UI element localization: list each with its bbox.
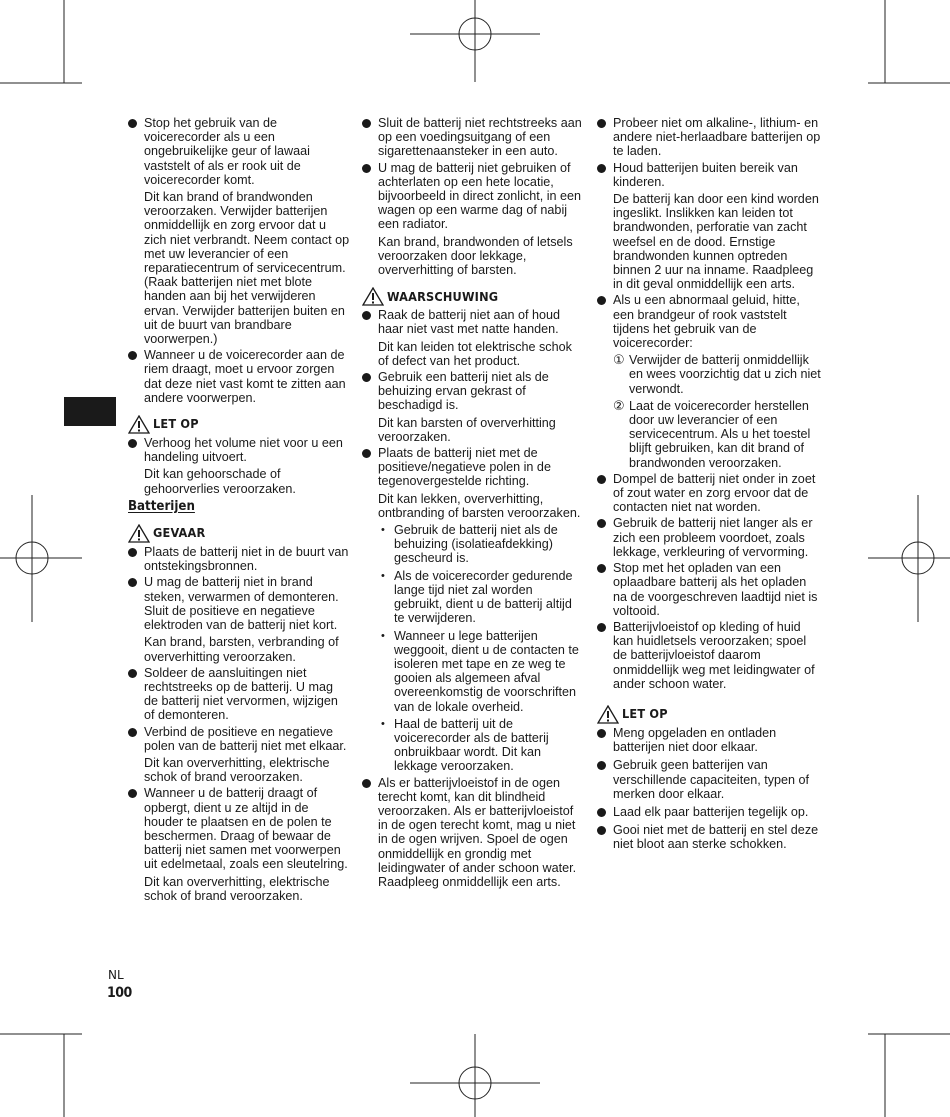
list-item-detail: Dit kan brand of brandwonden veroorzaken. Verwijder batterijen onmiddellijk en zorg ervoor dat u zich niet verbrandt. Neem contact op met uw leverancier of een reparatiecentrum of servicecentrum. (Raak batterijen niet met blote handen aan bij het verwijderen ervan. Verwijder batterijen buiten en uit de buurt van brandbare voorwerpen.): [144, 190, 350, 347]
list-item-detail: Dit kan oververhitting, elektrische schok of brand veroorzaken.: [144, 874, 330, 903]
list-item-detail: Kan brand, brandwonden of letsels veroorzaken door lekkage, oververhitting of barsten.: [378, 234, 573, 278]
list-item-detail: Kan brand, barsten, verbranding of oververhitting veroorzaken.: [144, 635, 339, 664]
caution-heading: [128, 415, 350, 434]
caution-label: LET OP: [153, 416, 199, 432]
list-item: Plaats de batterij niet in de buurt van ontstekingsbronnen.: [128, 545, 350, 573]
sub-list-item: • Als de voicerecorder gedurende lange tijd niet zal worden gebruikt, dient u de batterij altijd te verwijderen.: [362, 569, 584, 626]
list-item: Gebruik de batterij niet langer als er zich een probleem voordoet, zoals lekkage, verkleuring of vervorming.: [597, 516, 821, 559]
list-item-detail: Dit kan leiden tot elektrische schok of defect van het product.: [378, 339, 572, 368]
page-number: 100: [107, 985, 132, 1001]
caution-label: LET OP: [622, 706, 668, 722]
sub-list-item: • Gebruik de batterij niet als de behuizing (isolatieafdekking) gescheurd is.: [362, 523, 584, 566]
step-marker: ①: [613, 352, 625, 368]
list-item: Verbind de positieve en negatieve polen van de batterij niet met elkaar.: [128, 725, 350, 753]
list-item: Gebruik een batterij niet als de behuizing ervan gekrast of beschadigd is.: [362, 370, 584, 413]
list-item: Wanneer u de batterij draagt of opbergt, dient u ze altijd in de houder te plaatsen en de polen te beschermen. Draag of bewaar de batterij niet samen met voorwerpen uit edelmetaal, zoals een sleutelring.: [128, 786, 350, 871]
warning-triangle-icon: [128, 415, 150, 434]
section-title: Batterijen: [128, 498, 195, 514]
warning-heading: [362, 287, 584, 306]
list-item: Wanneer u de voicerecorder aan de riem draagt, moet u ervoor zorgen dat deze niet vast komt te zitten aan andere voorwerpen.: [128, 348, 350, 405]
list-item: Raak de batterij niet aan of houd haar niet vast met natte handen.: [362, 308, 584, 336]
list-item: Stop het gebruik van de voicerecorder als u een ongebruikelijke geur of lawaai vaststelt of als er rook uit de voicerecorder komt.: [128, 116, 350, 187]
list-item: Sluit de batterij niet rechtstreeks aan op een voedingsuitgang of een sigarettenaansteker in een auto.: [362, 116, 584, 159]
list-item: Als er batterijvloeistof in de ogen terecht komt, kan dit blindheid veroorzaken. Als er batterijvloeistof in de ogen terecht komt, mag u niet in de ogen wrijven. Spoel de ogen onmiddellijk en grondig met leidingwater of ander schoon water. Raadpleeg onmiddellijk een arts.: [362, 776, 584, 890]
list-item: Probeer niet om alkaline-, lithium- en andere niet-herlaadbare batterijen op te laden.: [597, 116, 821, 159]
column-2: [362, 114, 584, 889]
list-item: Meng opgeladen en ontladen batterijen niet door elkaar.: [597, 726, 821, 754]
danger-label: GEVAAR: [153, 525, 206, 541]
danger-heading: [128, 524, 350, 543]
list-item: Dompel de batterij niet onder in zoet of zout water en zorg ervoor dat de contacten niet nat worden.: [597, 472, 821, 515]
numbered-step: [597, 353, 821, 396]
list-item: U mag de batterij niet in brand steken, verwarmen of demonteren. Sluit de positieve en negatieve elektroden van de batterij niet kort.: [128, 575, 350, 632]
caution-heading: [597, 705, 821, 724]
list-item: U mag de batterij niet gebruiken of achterlaten op een hete locatie, bijvoorbeeld in direct zonlicht, in een wagen op een warme dag of nabij een radiator.: [362, 161, 584, 232]
warning-label: WAARSCHUWING: [387, 288, 499, 304]
step-text: Laat de voicerecorder herstellen door uw leverancier of een servicecentrum. Als u het toestel blijft gebruiken, kan dit brand of brandwonden veroorzaken.: [629, 398, 811, 470]
list-item: Verhoog het volume niet voor u een handeling uitvoert.: [128, 436, 350, 464]
language-code: NL: [108, 968, 124, 982]
list-item-detail: De batterij kan door een kind worden ingeslikt. Inslikken kan leiden tot brandwonden, perforatie van zacht weefsel en de dood. Ernstige brandwonden kunnen optreden binnen 2 uur na inname. Raadpleeg in dit geval onmiddellijk een arts.: [613, 192, 819, 292]
warning-triangle-icon: [128, 524, 150, 543]
list-item-detail: Dit kan barsten of oververhitting veroorzaken.: [378, 415, 556, 444]
column-1: [128, 114, 350, 903]
step-text: Verwijder de batterij onmiddellijk en wees voorzichtig dat u zich niet verwondt.: [629, 353, 821, 396]
list-item: Batterijvloeistof op kleding of huid kan huidletsels veroorzaken; spoel de batterijvloeistof daarom onmiddellijk weg met leidingwater of ander schoon water.: [597, 620, 821, 691]
list-item: Gebruik geen batterijen van verschillende capaciteiten, typen of merken door elkaar.: [597, 758, 821, 801]
list-item: Houd batterijen buiten bereik van kinderen.: [597, 161, 821, 189]
numbered-step: [597, 399, 821, 470]
list-item-detail: Dit kan oververhitting, elektrische schok of brand veroorzaken.: [144, 755, 330, 785]
list-item: Gooi niet met de batterij en stel deze niet bloot aan sterke schokken.: [597, 823, 821, 851]
list-item-detail: Dit kan gehoorschade of gehoorverlies veroorzaken.: [144, 467, 296, 496]
sub-list-item: • Haal de batterij uit de voicerecorder als de batterij onbruikbaar wordt. Dit kan lekkage veroorzaken.: [362, 717, 584, 774]
list-item: Soldeer de aansluitingen niet rechtstreeks op de batterij. U mag de batterij niet vervormen, wijzigen of demonteren.: [128, 666, 350, 723]
list-item-detail: Dit kan lekken, oververhitting, ontbranding of barsten veroorzaken.: [378, 491, 581, 520]
step-marker: ②: [613, 397, 625, 413]
column-3: [597, 114, 821, 852]
list-item: Stop met het opladen van een oplaadbare batterij als het opladen na de voorgeschreven laadtijd niet is voltooid.: [597, 561, 821, 618]
list-item: Als u een abnormaal geluid, hitte, een brandgeur of rook vaststelt tijdens het gebruik van de voicerecorder:: [597, 293, 821, 350]
warning-triangle-icon: [362, 287, 384, 306]
sub-list-item: • Wanneer u lege batterijen weggooit, dient u de contacten te isoleren met tape en ze weg te gooien als algemeen afval overeenkomstig de voorschriften van de lokale overheid.: [362, 629, 584, 714]
warning-triangle-icon: [597, 705, 619, 724]
list-item: Plaats de batterij niet met de positieve/negatieve polen in de tegenovergestelde richting.: [362, 446, 584, 489]
list-item: Laad elk paar batterijen tegelijk op.: [597, 805, 821, 819]
chapter-tab: [64, 397, 116, 426]
